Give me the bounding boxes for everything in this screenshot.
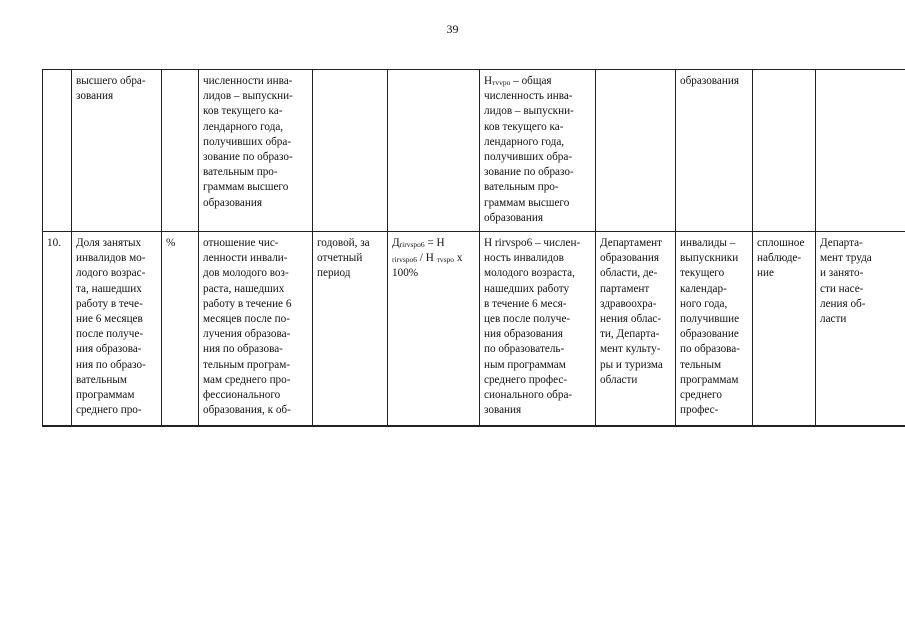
cell-text-line: ков текущего ка-	[203, 105, 283, 118]
cell-text-line: здравоохра-	[600, 297, 657, 310]
cell-responsible	[596, 70, 676, 232]
cell-text-line: среднего профес-	[484, 373, 568, 386]
cell-text-line: образования	[203, 196, 263, 209]
cell-periodicity	[313, 232, 388, 427]
indicator-table	[42, 69, 905, 427]
cell-unit	[162, 70, 199, 232]
cell-periodicity	[313, 70, 388, 232]
cell-text-line: период	[317, 267, 351, 280]
cell-text-line: нения облас-	[600, 313, 662, 326]
cell-text-line: лодого возрас-	[76, 267, 146, 280]
cell-text-line: инвалиды –	[680, 237, 736, 249]
cell-text-line: дов молодого воз-	[203, 267, 289, 280]
cell-text-line: получивших обра-	[203, 135, 292, 148]
cell-responsible-collection	[816, 70, 905, 232]
cell-text-line: образования	[680, 75, 740, 87]
cell-text-line: зования	[484, 404, 522, 417]
cell-text-line: лендарного года,	[203, 120, 284, 133]
cell-definition	[199, 70, 313, 232]
cell-text-line: ния образования	[484, 328, 563, 341]
cell-text-line: 10.	[47, 237, 61, 249]
cell-text-line: программам	[76, 389, 135, 402]
cell-text-line: инвалидов мо-	[76, 252, 146, 265]
cell-text-line: зование по образо-	[203, 151, 293, 164]
cell-text-line: образование	[680, 328, 739, 341]
cell-text-line: текущего	[680, 267, 725, 280]
cell-text-line: ния по образо-	[76, 358, 146, 371]
cell-text-line: наблюде-	[757, 252, 802, 265]
cell-text-line: после получе-	[76, 328, 144, 341]
cell-indicator-name	[72, 70, 162, 232]
cell-text-line: вательным про-	[484, 181, 559, 194]
cell-text-line: %	[166, 237, 176, 249]
cell-text-line: сти насе-	[820, 282, 864, 295]
cell-text-line: молодого возраста,	[484, 267, 575, 280]
cell-text-line: Доля занятых	[76, 237, 142, 249]
cell-text-line: нашедших работу	[484, 282, 570, 295]
cell-text-line: программам	[680, 373, 739, 386]
cell-text-line: мент культу-	[600, 343, 661, 356]
cell-text-line: ность инвалидов	[484, 252, 564, 265]
cell-text-line: ти, Департа-	[600, 328, 660, 341]
cell-text-line: лидов – выпускни-	[484, 105, 574, 118]
cell-text-line: ния по образова-	[203, 343, 283, 356]
cell-text-line: сионального обра-	[484, 389, 573, 402]
cell-text-line: лендарного года,	[484, 135, 565, 148]
formula-line: 100%	[392, 267, 419, 280]
cell-text-line: ние 6 месяцев	[76, 313, 143, 326]
cell-text-line: партамент	[600, 282, 650, 295]
cell-text-line: календар-	[680, 282, 727, 295]
cell-text-line: Н rirvspo6 – числен-	[484, 237, 581, 249]
cell-method	[753, 70, 816, 232]
cell-method	[753, 232, 816, 427]
cell-text-line: среднего про-	[76, 404, 142, 417]
cell-variables	[480, 70, 596, 232]
cell-text-line: ние	[757, 267, 774, 280]
cell-text-line: численности инва-	[203, 75, 293, 87]
cell-text-line: граммам высшего	[484, 196, 570, 209]
formula-line: $_{rirvspo6}$ / Н $_{тvspo}$ x	[392, 252, 463, 265]
cell-text-line: образования, к об-	[203, 404, 291, 417]
cell-text-line: работу в течение 6	[203, 297, 292, 310]
cell-text-line: ленности инвали-	[203, 252, 288, 265]
cell-text-line: высшего обра-	[76, 75, 146, 87]
cell-text-line: выпускники	[680, 252, 739, 265]
cell-variables	[480, 232, 596, 427]
cell-text-line: отношение чис-	[203, 237, 279, 249]
cell-text-line: фессионального	[203, 389, 281, 402]
table-row	[43, 232, 905, 427]
cell-text-line: среднего	[680, 389, 722, 402]
cell-text-line: лучения образова-	[203, 328, 291, 341]
cell-population	[676, 232, 753, 427]
cell-text-line: ным программам	[484, 358, 566, 371]
cell-responsible-collection	[816, 232, 905, 427]
cell-indicator-name	[72, 232, 162, 427]
formula-line: $Д_{rirvspo6} = Н$	[392, 237, 445, 249]
cell-text-line: ния образова-	[76, 343, 142, 356]
cell-text-line: вательным	[76, 373, 127, 386]
cell-text-line: области, де-	[600, 267, 658, 280]
cell-number	[43, 70, 72, 232]
cell-text-line: Департамент	[600, 237, 663, 249]
cell-text-line: раста, нашедших	[203, 282, 285, 295]
cell-responsible	[596, 232, 676, 427]
cell-text-line: ления об-	[820, 297, 866, 310]
cell-text-line: месяцев после по-	[203, 313, 290, 326]
cell-text-line: получившие	[680, 313, 740, 326]
cell-text-line: образования	[484, 211, 544, 224]
cell-text-line: мент труда	[820, 252, 872, 265]
cell-population	[676, 70, 753, 232]
cell-text-line: граммам высшего	[203, 181, 289, 194]
cell-text-line: образования	[600, 252, 660, 265]
cell-formula	[388, 232, 480, 427]
cell-text-line: работу в тече-	[76, 297, 143, 310]
cell-text-line: цев после получе-	[484, 313, 571, 326]
variable-line: $Н_{тvvpo}$ – общая	[484, 75, 552, 87]
cell-text-line: ков текущего ка-	[484, 120, 564, 133]
cell-text-line: вательным про-	[203, 166, 278, 179]
cell-text-line: лидов – выпускни-	[203, 90, 293, 103]
cell-text-line: сплошное	[757, 237, 805, 249]
cell-text-line: ного года,	[680, 297, 728, 310]
cell-text-line: численность инва-	[484, 90, 573, 103]
cell-text-line: получивших обра-	[484, 151, 573, 164]
cell-number	[43, 232, 72, 427]
page-number: 39	[446, 22, 459, 36]
cell-text-line: области	[600, 373, 638, 386]
cell-text-line: годовой, за	[317, 237, 370, 249]
cell-text-line: отчетный	[317, 252, 363, 265]
cell-text-line: и занято-	[820, 267, 864, 280]
cell-text-line: ласти	[820, 313, 847, 326]
cell-text-line: зования	[76, 90, 114, 103]
cell-text-line: по образова-	[680, 343, 740, 356]
cell-text-line: тельным програм-	[203, 358, 291, 371]
cell-text-line: по образователь-	[484, 343, 565, 356]
cell-text-line: в течение 6 меся-	[484, 297, 567, 310]
cell-text-line: Департа-	[820, 237, 863, 249]
cell-text-line: профес-	[680, 404, 719, 417]
table-row	[43, 70, 905, 232]
cell-text-line: ры и туризма	[600, 358, 663, 371]
cell-unit	[162, 232, 199, 427]
cell-text-line: тельным	[680, 358, 722, 371]
cell-definition	[199, 232, 313, 427]
cell-text-line: мам среднего про-	[203, 373, 291, 386]
cell-formula	[388, 70, 480, 232]
cell-text-line: зование по образо-	[484, 166, 574, 179]
cell-text-line: та, нашедших	[76, 282, 142, 295]
